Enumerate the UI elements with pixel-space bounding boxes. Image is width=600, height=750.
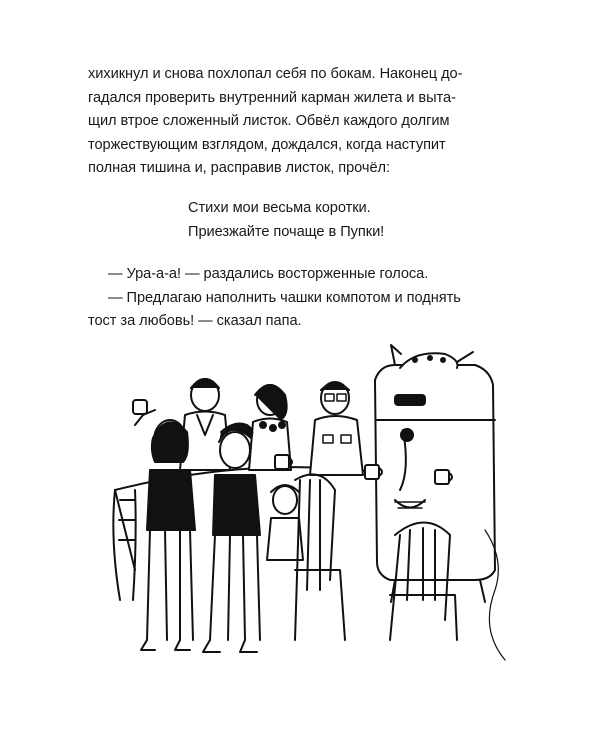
dialog-line: — Предлагаю наполнить чашки компотом и поднять <box>108 289 461 306</box>
paragraph-line: полная тишина и, расправив листок, прочёл: <box>88 160 391 177</box>
paragraph-line: хихикнул и снова похлопал себя по бокам. Наконец до- <box>88 66 463 82</box>
paragraph-line: гадался проверить внутренний карман жилета и выта- <box>88 89 456 106</box>
dialog-paragraph <box>88 263 518 334</box>
paragraph-line: торжествующим взглядом, дождался, когда наступит <box>88 136 446 153</box>
poem-verse <box>88 197 518 244</box>
dialog-line: — Ура-а-а! — раздались восторженные голоса. <box>108 266 429 283</box>
family-dinner-illustration <box>95 340 525 680</box>
dialog-line: тост за любовь! — сказал папа. <box>88 313 302 330</box>
verse-line: Приезжайте почаще в Пупки! <box>188 223 385 240</box>
text-block <box>88 63 518 334</box>
narrative-paragraph <box>88 63 518 181</box>
verse-line: Стихи мои весьма коротки. <box>188 199 371 216</box>
paragraph-line: щил втрое сложенный листок. Обвёл каждого долгим <box>88 113 450 130</box>
